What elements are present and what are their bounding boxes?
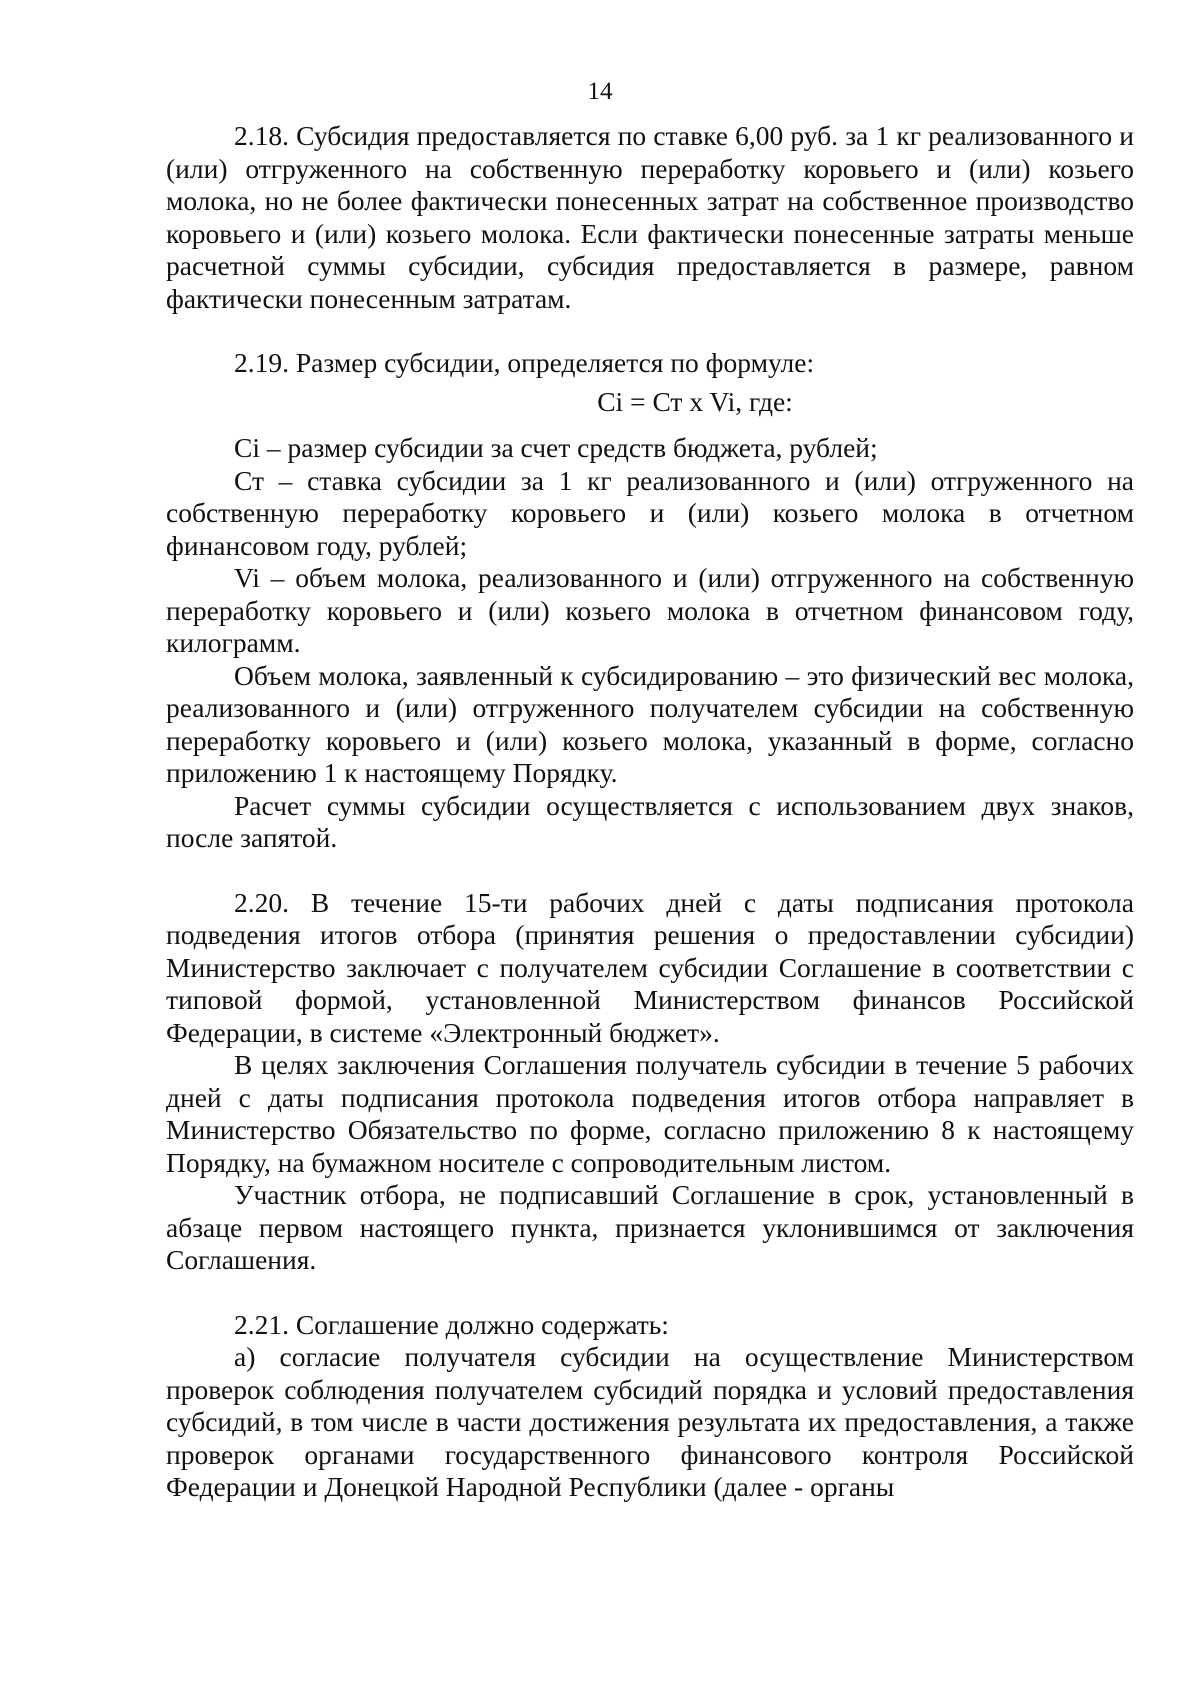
paragraph-2-20-obligation: В целях заключения Соглашения получатель субсидии в течение 5 рабочих дней с даты подписания протокола подведения итогов отбора направляет в Министерство Обязательство по форме, согласно приложению 8 к настоящему Порядку, на бумажном носителе с сопроводительным листом. (166, 1049, 1134, 1178)
paragraph-2-21-intro: 2.21. Соглашение должно содержать: (234, 1308, 669, 1340)
definition-vi: Vi – объем молока, реализованного и (или) отгруженного на собственную переработку коровьего и (или) козьего молока в отчетном финансовом году, килограмм. (166, 562, 1134, 658)
paragraph-2-19-intro: 2.19. Размер субсидии, определяется по формуле: (234, 347, 815, 378)
paragraph-2-21-item-a: а) согласие получателя субсидии на осуществление Министерством проверок соблюдения получателем субсидий порядка и условий предоставления субсидий, в том числе в части достижения результата их предоставления, а также проверок органами государственного финансового контроля Российской Федерации и Донецкой Народной Республики (далее - органы (166, 1341, 1134, 1502)
section-gap (166, 315, 1134, 347)
page-number: 14 (587, 78, 613, 105)
paragraph-milk-volume: Объем молока, заявленный к субсидированию – это физический вес молока, реализованного и (или) отгруженного получателем субсидии на собственную переработку коровьего и (или) козьего молока, указанный в форме, согласно приложению 1 к настоящему Порядку. (166, 659, 1134, 788)
section-gap (166, 855, 1134, 887)
definition-ci: Ci – размер субсидии за счет средств бюджета, рублей; (234, 432, 878, 463)
section-gap (166, 1277, 1134, 1309)
paragraph-2-20: 2.20. В течение 15-ти рабочих дней с даты подписания протокола подведения итогов отбора (принятия решения о предоставлении субсидии) Министерство заключает с получателем субсидии Соглашение в соответствии с типовой формой, установленной Министерством финансов Российской Федерации, в системе «Электронный бюджет». (166, 886, 1134, 1048)
definition-st: Ст – ставка субсидии за 1 кг реализованного и (или) отгруженного на собственную переработку коровьего и (или) козьего молока в отчетном финансовом году, рублей; (166, 464, 1134, 561)
formula: Ci = Ст x Vi, где: (597, 385, 793, 417)
paragraph-2-18: 2.18. Субсидия предоставляется по ставке 6,00 руб. за 1 кг реализованного и (или) отгруженного на собственную переработку коровьего и (или) козьего молока, но не более фактически понесенных затрат на собственное производство коровьего и (или) козьего молока. Если фактически понесенные затраты меньше расчетной суммы субсидии, субсидия предоставляется в размере, равном фактически понесенным затратам. (166, 120, 1134, 314)
paragraph-2-20-evasion: Участник отбора, не подписавший Соглашение в срок, установленный в абзаце первом настоящего пункта, признается уклонившимся от заключения Соглашения. (166, 1179, 1134, 1275)
document-body (166, 120, 1134, 1504)
paragraph-calculation: Расчет суммы субсидии осуществляется с использованием двух знаков, после запятой. (166, 789, 1134, 853)
